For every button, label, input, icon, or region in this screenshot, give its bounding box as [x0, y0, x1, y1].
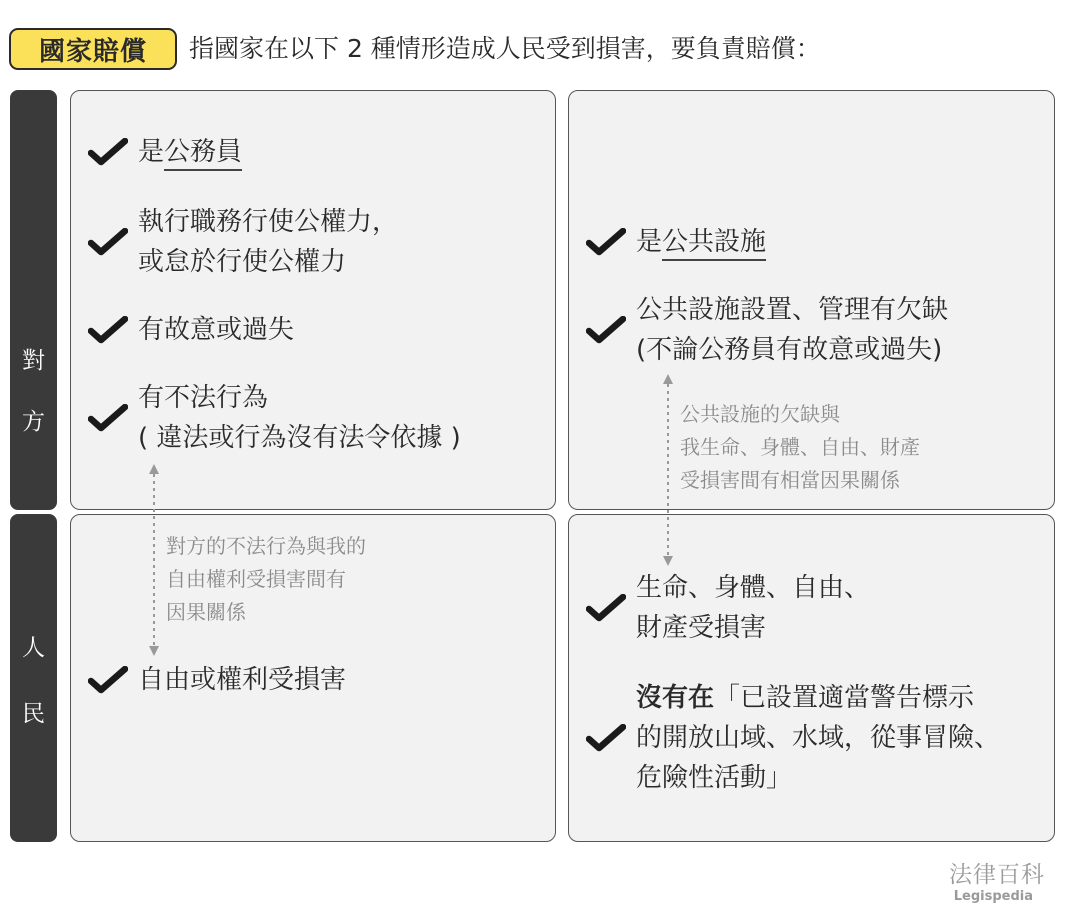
left-item-rights-damaged — [88, 660, 346, 700]
sidebar-people-char-2: 民 — [22, 701, 45, 727]
check-icon — [88, 404, 128, 432]
sidebar-opponent-char-2: 方 — [22, 409, 45, 435]
right-item-not-risky-activity — [586, 678, 1000, 798]
sidebar-people — [10, 514, 57, 842]
left-item-unlawful-line1: 有不法行為 — [138, 383, 269, 413]
left-note-line1: 對方的不法行為與我的 — [166, 534, 366, 558]
right-item-not-risky-bold: 沒有在 — [636, 683, 715, 713]
right-item-defect-line1: 公共設施設置、管理有欠缺 — [636, 295, 949, 325]
header-description: 指國家在以下 2 種情形造成人民受到損害，要負責賠償： — [189, 34, 821, 63]
right-item-public-facility-term: 公共設施 — [662, 227, 767, 257]
sidebar-people-char-1: 人 — [22, 635, 45, 661]
left-item-public-authority-line1: 執行職務行使公權力， — [138, 207, 399, 237]
right-item-life-property-line2: 財產受損害 — [636, 613, 767, 643]
title-badge: 國家賠償 — [9, 28, 177, 70]
right-item-life-property-line1: 生命、身體、自由、 — [636, 573, 871, 603]
right-causation-note — [680, 398, 920, 497]
check-icon — [88, 138, 128, 166]
left-item-fault — [88, 310, 294, 350]
left-causation-arrow — [144, 462, 164, 658]
check-icon — [586, 594, 626, 622]
check-icon — [88, 228, 128, 256]
left-item-unlawful — [88, 378, 461, 458]
check-icon — [586, 724, 626, 752]
left-item-unlawful-line2: ( 違法或行為沒有法令依據 ) — [138, 423, 461, 453]
check-icon — [88, 316, 128, 344]
check-icon — [88, 666, 128, 694]
right-item-public-facility — [586, 222, 766, 262]
sidebar-opponent — [10, 90, 57, 510]
right-item-defect — [586, 290, 948, 370]
right-note-line2: 我生命、身體、自由、財產 — [680, 435, 920, 459]
sidebar-opponent-char-1: 對 — [22, 348, 45, 374]
right-item-not-risky-line2: 的開放山域、水域，從事冒險、 — [636, 723, 1001, 753]
right-causation-arrow — [658, 372, 678, 568]
left-note-line3: 因果關係 — [166, 600, 246, 624]
check-icon — [586, 228, 626, 256]
logo-name: 法律百科 — [949, 862, 1045, 888]
right-item-not-risky-line1: 「已設置適當警告標示 — [714, 683, 975, 713]
left-item-rights-damaged-text: 自由或權利受損害 — [138, 665, 347, 695]
check-icon — [586, 316, 626, 344]
right-item-life-property — [586, 568, 870, 648]
left-causation-note — [166, 530, 366, 629]
left-item-public-authority-line2: 或怠於行使公權力 — [138, 247, 347, 277]
right-item-public-facility-prefix: 是 — [636, 227, 663, 257]
right-item-defect-line2: (不論公務員有故意或過失) — [636, 335, 943, 365]
left-item-civil-servant-term: 公務員 — [164, 137, 243, 167]
right-item-not-risky-line3: 危險性活動」 — [636, 763, 793, 793]
left-item-fault-text: 有故意或過失 — [138, 315, 295, 345]
left-note-line2: 自由權利受損害間有 — [166, 567, 346, 591]
left-item-public-authority — [88, 202, 398, 282]
right-note-line1: 公共設施的欠缺與 — [680, 402, 840, 426]
logo-subtitle: Legispedia — [953, 889, 1033, 904]
left-item-civil-servant — [88, 132, 242, 172]
left-item-civil-servant-prefix: 是 — [138, 137, 165, 167]
right-note-line3: 受損害間有相當因果關係 — [680, 468, 900, 492]
